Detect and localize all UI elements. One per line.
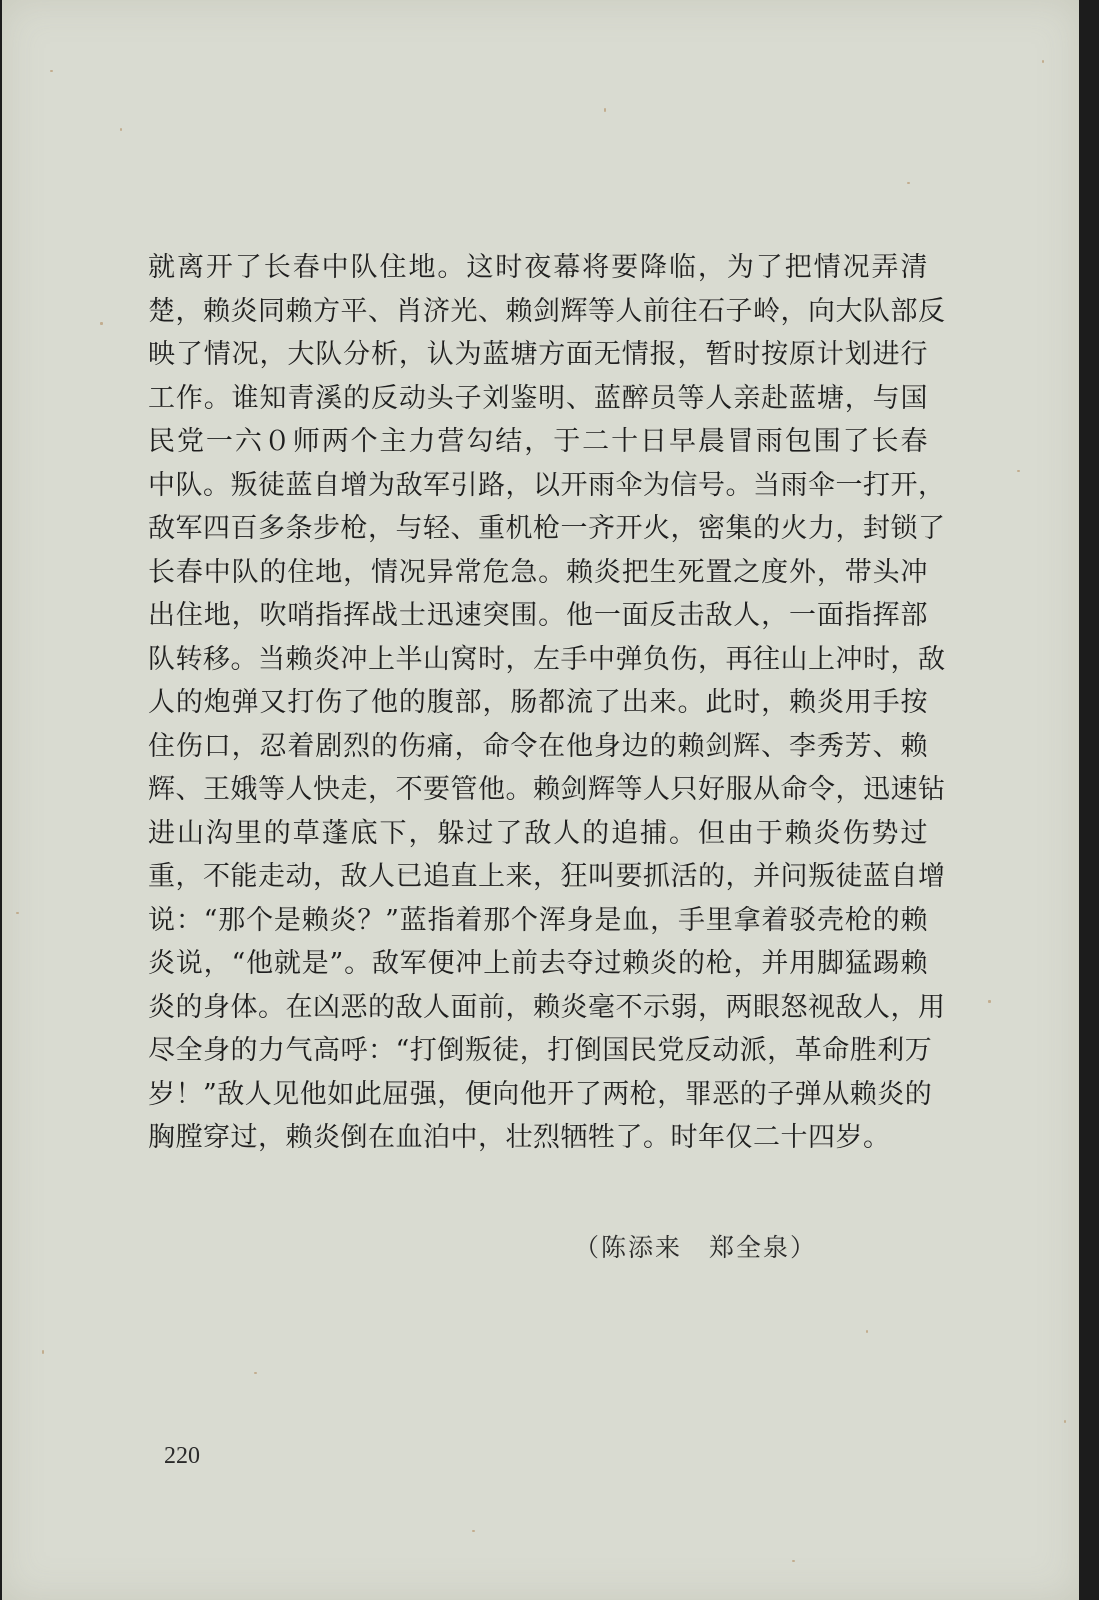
text-line: 辉、王娥等人快走，不要管他。赖剑辉等人只好服从命令，迅速钻	[148, 774, 946, 805]
text-line: 敌军四百多条步枪，与轻、重机枪一齐开火，密集的火力，封锁了	[148, 513, 946, 544]
text-line: 队转移。当赖炎冲上半山窝时，左手中弹负伤，再往山上冲时，敌	[148, 643, 946, 675]
text-line: 重，不能走动，敌人已追直上来，狂叫要抓活的，并问叛徒蓝自增	[148, 861, 946, 892]
text-line: 住伤口，忍着剧烈的伤痛，命令在他身边的赖剑辉、李秀芳、赖	[148, 730, 928, 762]
body-text	[148, 246, 946, 1160]
paper-speck	[120, 128, 122, 131]
text-line-last: 胸膛穿过，赖炎倒在血泊中，壮烈牺牲了。时年仅二十四岁。	[148, 1122, 891, 1153]
text-line: 出住地，吹哨指挥战士迅速突围。他一面反击敌人，一面指挥部	[148, 600, 928, 631]
paper-speck	[604, 108, 606, 112]
paper-speck	[472, 1530, 475, 1532]
text-line: 炎说，“他就是”。敌军便冲上前去夺过赖炎的枪，并用脚猛踢赖	[148, 948, 928, 979]
paper-speck	[866, 1330, 868, 1333]
text-line: 进山沟里的草蓬底下，躲过了敌人的追捕。但由于赖炎伤势过	[148, 817, 928, 849]
text-line: 说：“那个是赖炎？”蓝指着那个浑身是血，手里拿着驳壳枪的赖	[148, 904, 928, 936]
text-line: 尽全身的力气高呼：“打倒叛徒，打倒国民党反动派，革命胜利万	[148, 1035, 933, 1066]
paper-speck	[907, 182, 910, 184]
paper-speck	[42, 1350, 44, 1354]
paper-speck	[988, 1000, 991, 1003]
paper-speck	[1042, 60, 1044, 63]
text-line: 就离开了长春中队住地。这时夜幕将要降临，为了把情况弄清	[148, 252, 928, 283]
text-line: 炎的身体。在凶恶的敌人面前，赖炎毫不示弱，两眼怒视敌人，用	[148, 991, 946, 1023]
text-line: 楚，赖炎同赖方平、肖济光、赖剑辉等人前往石子岭，向大队部反	[148, 295, 946, 327]
text-line: 岁！”敌人见他如此屈强，便向他开了两枪，罪恶的子弹从赖炎的	[148, 1078, 933, 1110]
text-line: 工作。谁知青溪的反动头子刘鉴明、蓝醉员等人亲赴蓝塘，与国	[148, 382, 928, 414]
text-line: 民党一六０师两个主力营勾结，于二十日早晨冒雨包围了长春	[148, 426, 928, 457]
paper-speck	[16, 912, 19, 914]
paper-speck	[50, 70, 53, 72]
paper-speck	[254, 1372, 257, 1374]
text-line: 中队。叛徒蓝自增为敌军引路，以开雨伞为信号。当雨伞一打开，	[148, 469, 946, 501]
paper-speck	[100, 322, 103, 325]
page-number: 220	[164, 1443, 200, 1469]
text-line: 人的炮弹又打伤了他的腹部，肠都流了出来。此时，赖炎用手按	[148, 687, 928, 718]
book-page	[2, 0, 1079, 1600]
text-line: 映了情况，大队分析，认为蓝塘方面无情报，暂时按原计划进行	[148, 339, 928, 370]
paper-speck	[1064, 1420, 1066, 1423]
paper-speck	[792, 1560, 795, 1562]
text-line: 长春中队的住地，情况异常危急。赖炎把生死置之度外，带头冲	[148, 556, 928, 588]
author-attribution: （陈添来 郑全泉）	[574, 1233, 818, 1262]
paper-speck	[1017, 470, 1020, 472]
